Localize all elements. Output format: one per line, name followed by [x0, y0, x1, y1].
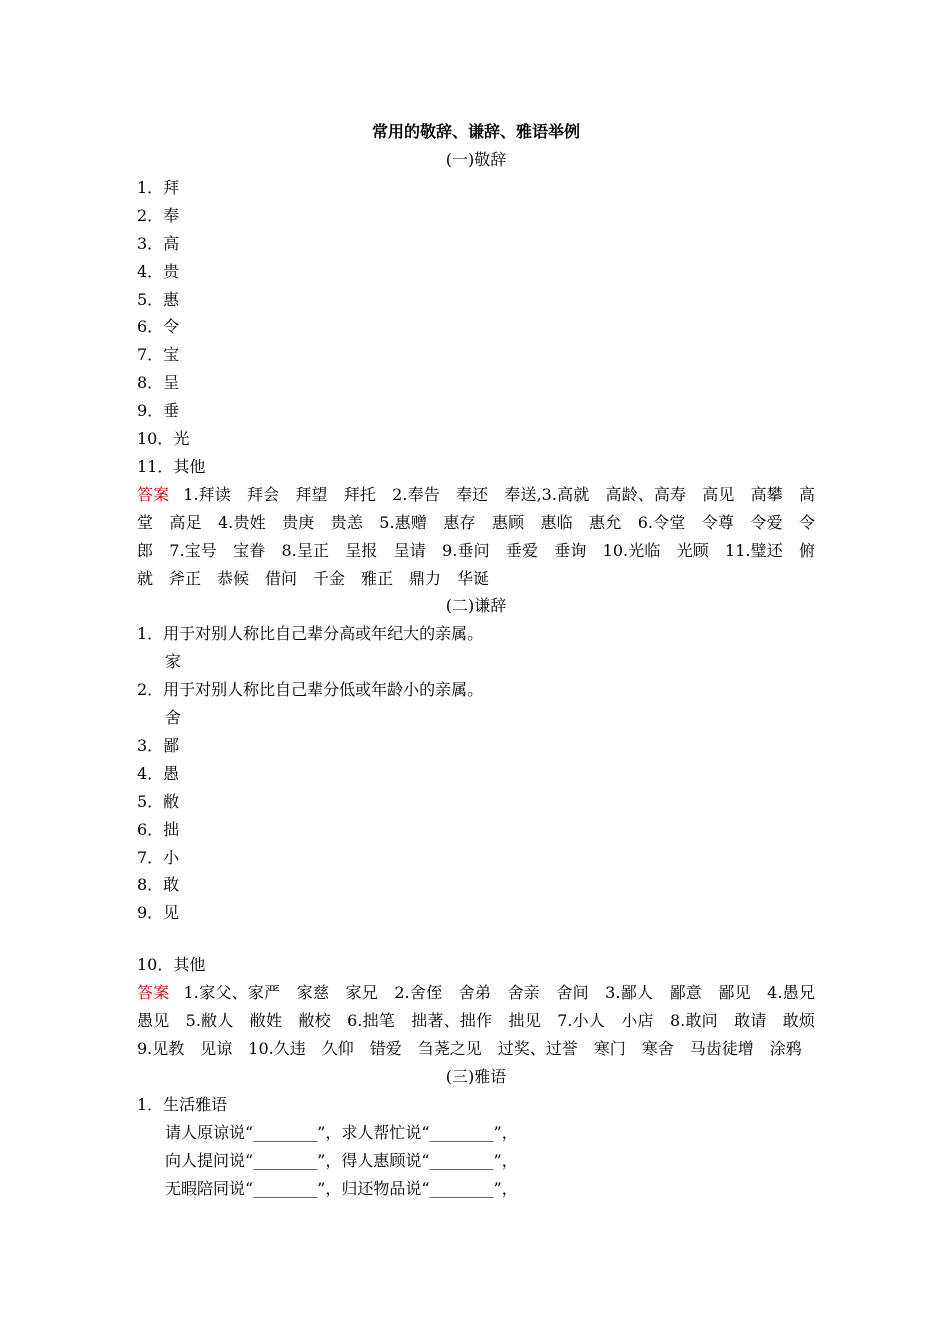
- list-item: 3．鄙: [137, 735, 180, 755]
- list-item: 4．愚: [137, 763, 180, 783]
- section-heading-humble: (二)谦辞: [445, 596, 507, 616]
- polite-list: [137, 1091, 815, 1203]
- answer-label: 答案: [137, 484, 170, 504]
- list-item-word: 舍: [165, 708, 182, 728]
- list-item: 1．生活雅语: [137, 1094, 228, 1114]
- list-item: 5．敝: [137, 791, 180, 811]
- answer-block-honorifics: [137, 481, 815, 593]
- answer-block-humble: [137, 979, 832, 1063]
- list-item: 8．敢: [137, 875, 180, 895]
- list-item: 11．其他: [137, 456, 206, 476]
- list-item: 2．用于对别人称比自己辈分低或年龄小的亲属。: [137, 680, 484, 700]
- list-item: 7．小: [137, 847, 180, 867]
- list-item: 10．其他: [137, 955, 206, 975]
- fill-blank-line: 无暇陪同说“________”，归还物品说“________”，: [165, 1178, 518, 1198]
- spacer: [137, 927, 815, 951]
- fill-blank-line: 请人原谅说“________”，求人帮忙说“________”，: [165, 1122, 518, 1142]
- document-page: [137, 118, 832, 1202]
- list-item: 6．拙: [137, 819, 180, 839]
- list-item: 9．见: [137, 903, 180, 923]
- list-item: 4．贵: [137, 261, 180, 281]
- answer-label: 答案: [137, 983, 170, 1003]
- list-item: 1．拜: [137, 178, 180, 197]
- answer-text: 1.家父、家严 家慈 家兄 2.舍侄 舍弟 舍亲 舍间 3.鄙人 鄙意 鄙见 4.愚兄 愚见 5.敝人 敝姓 敝校 6.拙笔 拙著、拙作 拙见 7.小人 小店 8.敢问 敢请 敢烦 9.见教 见谅 10.久违 久仰 错爱 刍荛之见 过奖、过誉 寒门 寒舍 马齿徒增 涂鸦: [137, 983, 832, 1058]
- list-item: 10．光: [137, 429, 190, 449]
- answer-text: 1.拜读 拜会 拜望 拜托 2.奉告 奉还 奉送,3.高就 高龄、高寿 高见 高攀 高堂 高足 4.贵姓 贵庚 贵恙 5.惠赠 惠存 惠顾 惠临 惠允 6.令堂 令尊 令爱 令郎 7.宝号 宝眷 8.呈正 呈报 呈请 9.垂问 垂爱 垂询 10.光临 光顾 11.璧还 俯就 斧正 恭候 借问 千金 雅正 鼎力 华诞: [137, 484, 815, 588]
- list-item: 5．惠: [137, 289, 180, 309]
- honorific-list: [137, 174, 815, 481]
- list-item: 7．宝: [137, 345, 180, 365]
- section-heading-polite: (三)雅语: [445, 1066, 507, 1086]
- section-heading-honorifics: (一)敬辞: [445, 150, 507, 169]
- document-title: 常用的敬辞、谦辞、雅语举例: [371, 122, 580, 141]
- list-item: 8．呈: [137, 373, 180, 393]
- list-item: 1．用于对别人称比自己辈分高或年纪大的亲属。: [137, 624, 484, 644]
- humble-list: [137, 620, 815, 979]
- list-item: 9．垂: [137, 401, 180, 421]
- fill-blank-line: 向人提问说“________”，得人惠顾说“________”，: [165, 1150, 518, 1170]
- list-item-word: 家: [165, 652, 182, 672]
- list-item: 2．奉: [137, 205, 180, 225]
- list-item: 3．高: [137, 233, 180, 253]
- list-item: 6．令: [137, 317, 180, 337]
